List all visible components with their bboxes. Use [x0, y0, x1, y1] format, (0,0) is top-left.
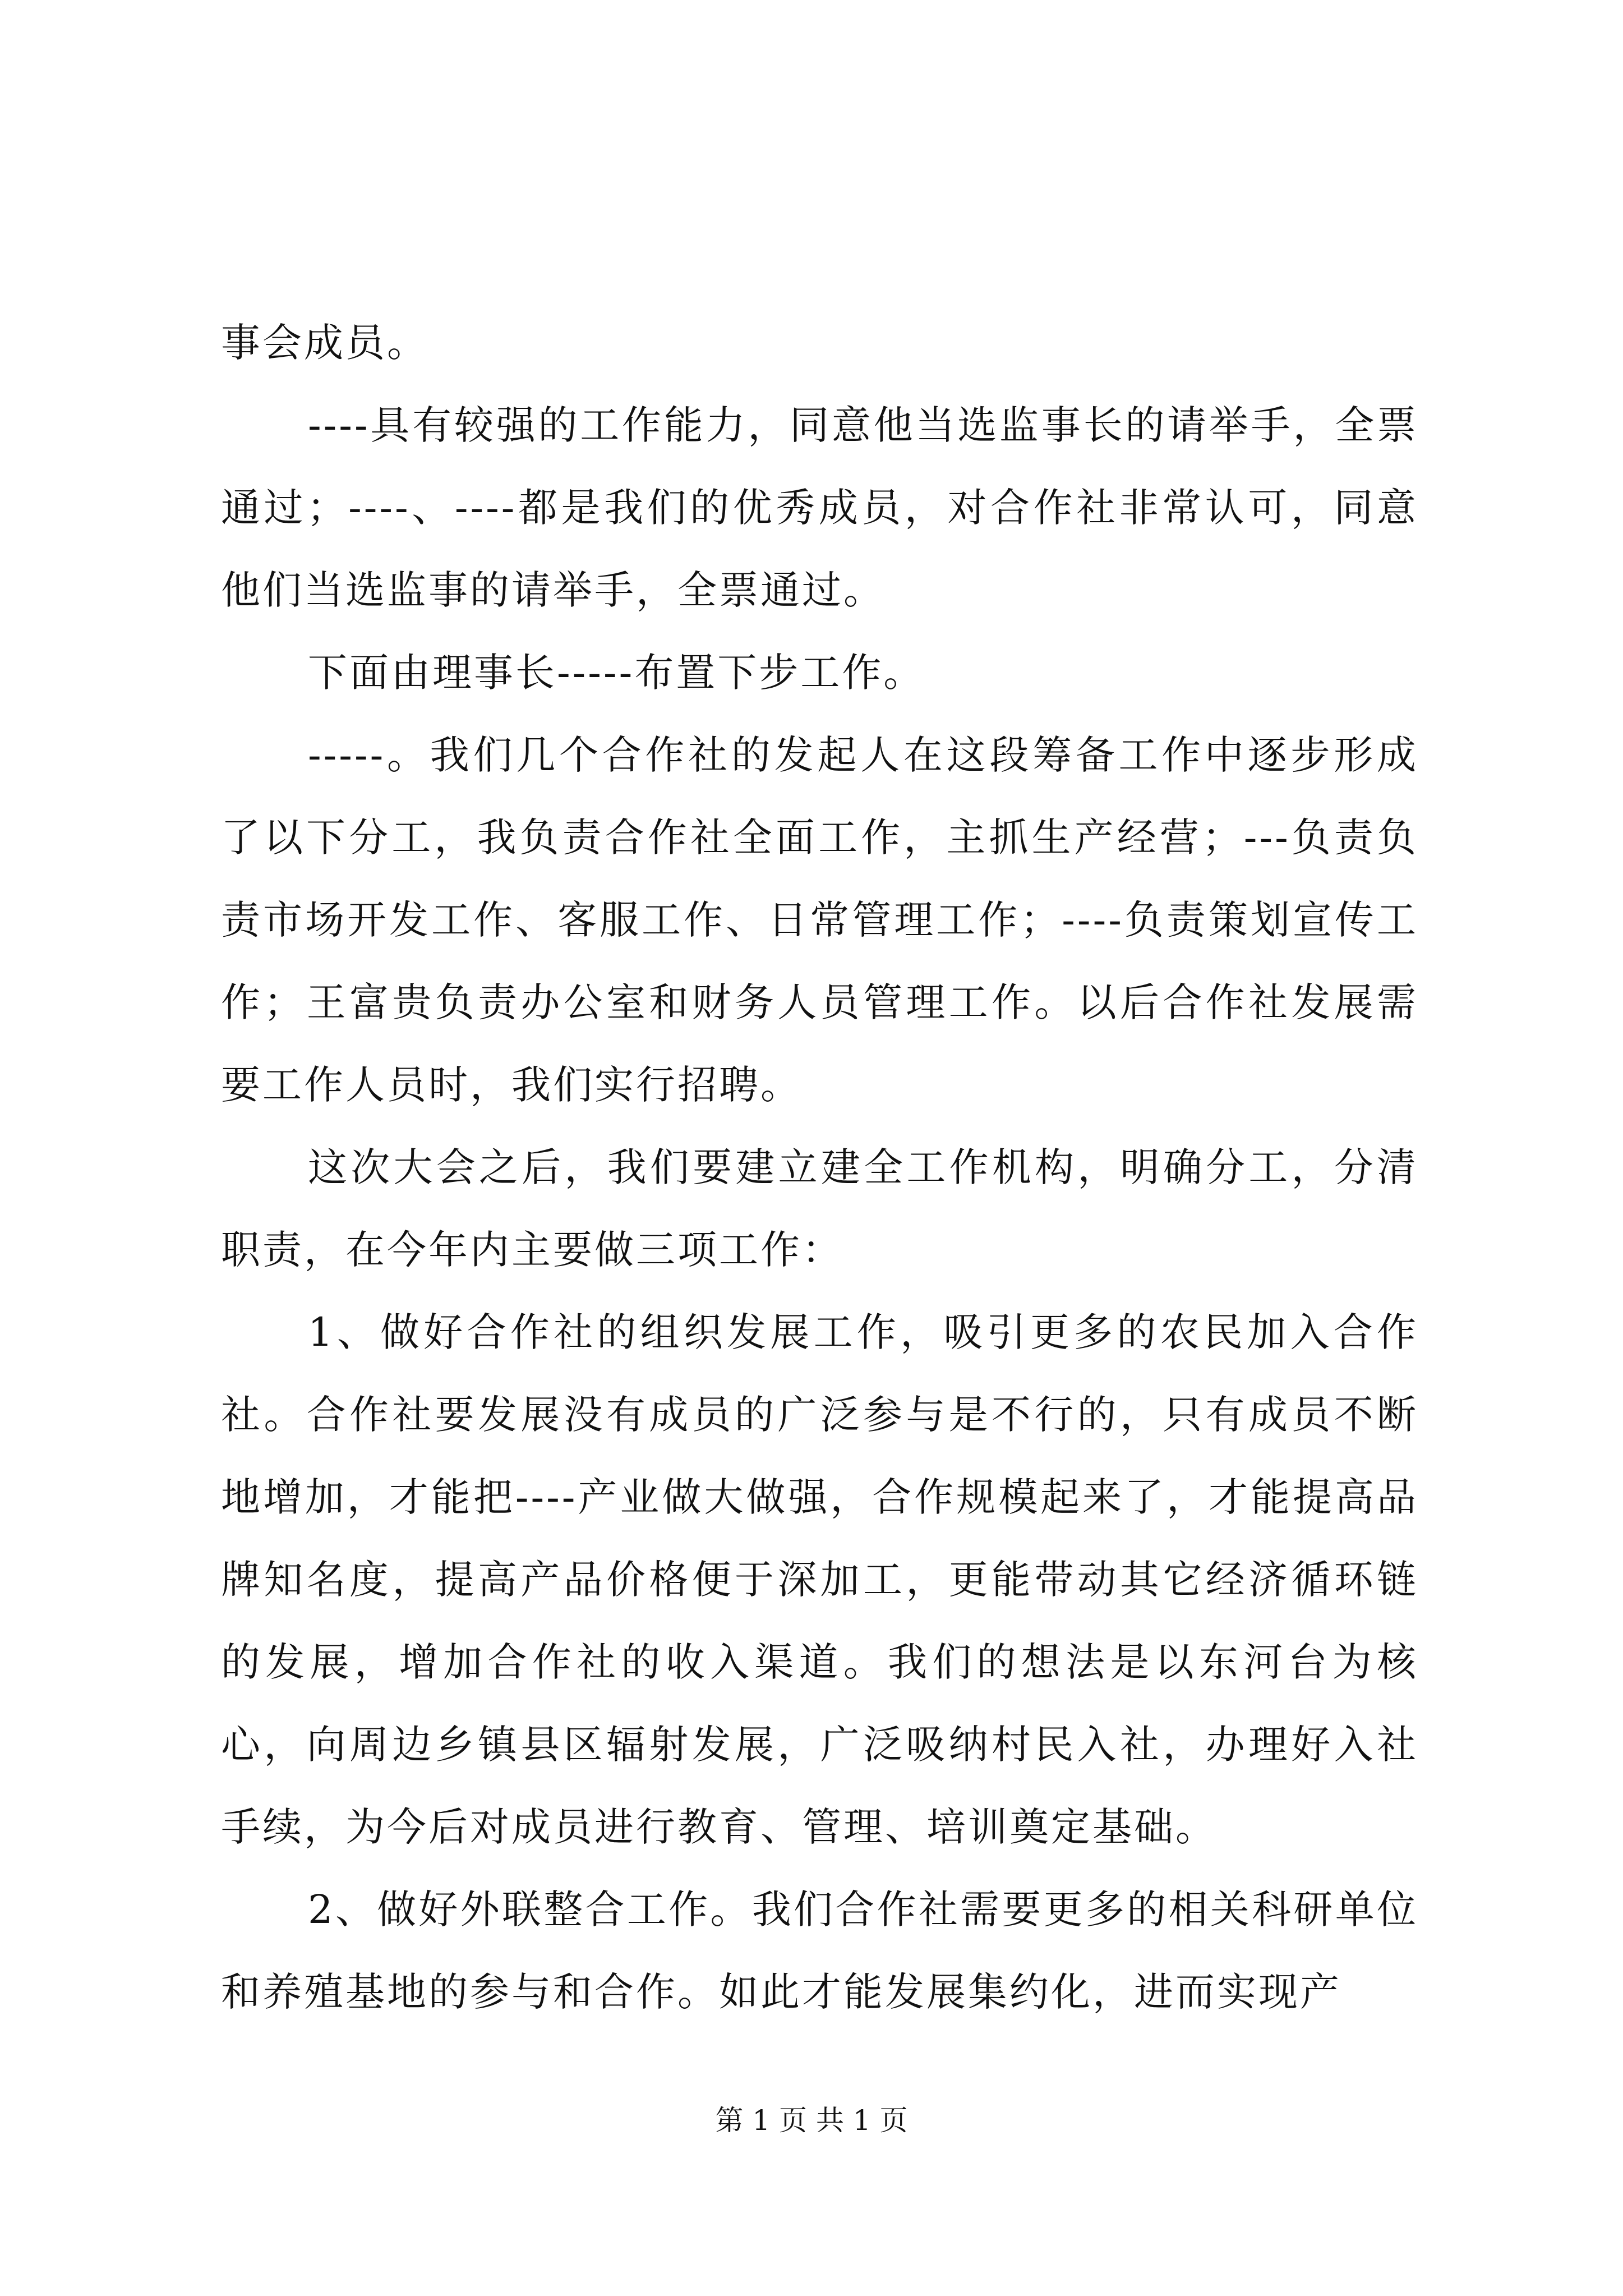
document-body — [221, 302, 1418, 2033]
paragraph-6: 1、做好合作社的组织发展工作，吸引更多的农民加入合作社。合作社要发展没有成员的广泛参与是不行的，只有成员不断地增加，才能把----产业做大做强，合作规模起来了，才能提高品牌知名度，提高产品价格便于深加工，更能带动其它经济循环链的发展，增加合作社的收入渠道。我们的想法是以东河台为核心，向周边乡镇县区辐射发展，广泛吸纳村民入社，办理好入社手续，为今后对成员进行教育、管理、培训奠定基础。 — [221, 1309, 1418, 1850]
paragraph-3: 下面由理事长-----布置下步工作。 — [308, 650, 925, 696]
paragraph-2: ----具有较强的工作能力，同意他当选监事长的请举手，全票通过；----、----都是我们的优秀成员，对合作社非常认可，同意他们当选监事的请举手，全票通过。 — [221, 402, 1418, 613]
paragraph-4: -----。我们几个合作社的发起人在这段筹备工作中逐步形成了以下分工，我负责合作社全面工作，主抓生产经营；---负责负责市场开发工作、客服工作、日常管理工作；----负责策划宣传工作；王富贵负责办公室和财务人员管理工作。以后合作社发展需要工作人员时，我们实行招聘。 — [221, 732, 1418, 1108]
paragraph-7: 2、做好外联整合工作。我们合作社需要更多的相关科研单位和养殖基地的参与和合作。如此才能发展集约化，进而实现产 — [221, 1887, 1418, 2015]
paragraph-5: 这次大会之后，我们要建立建全工作机构，明确分工，分清职责，在今年内主要做三项工作： — [221, 1144, 1418, 1273]
page-footer: 第 1 页 共 1 页 — [715, 2104, 908, 2137]
paragraph-1: 事会成员。 — [221, 320, 428, 366]
